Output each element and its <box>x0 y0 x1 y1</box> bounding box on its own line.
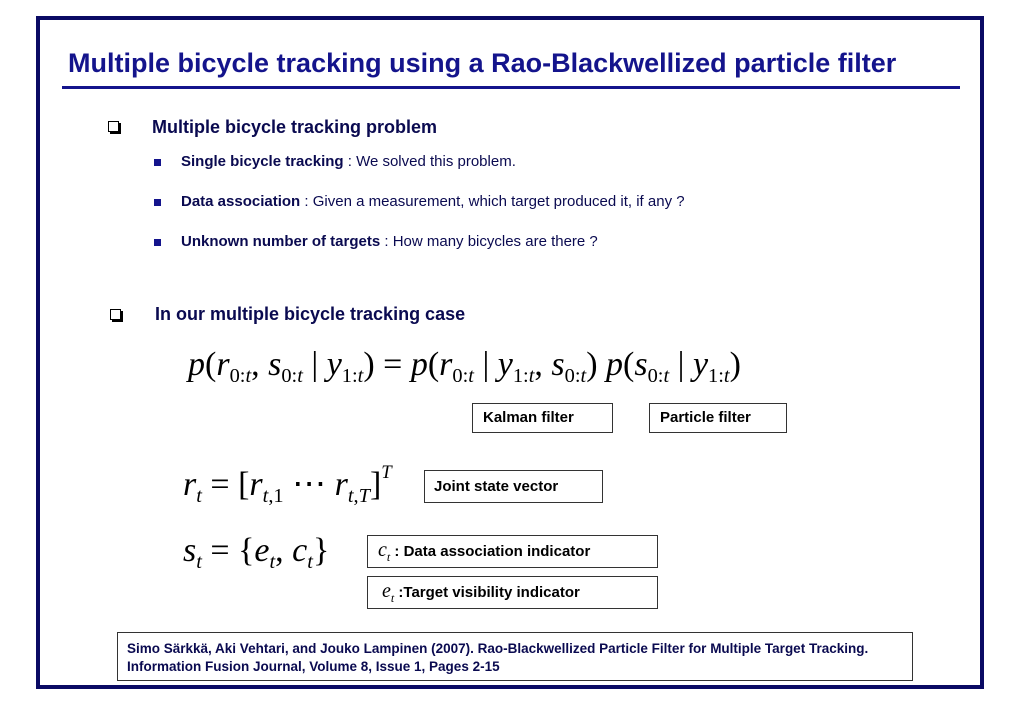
joint-state-label: Joint state vector <box>424 470 603 503</box>
square-bullet-icon <box>154 159 161 166</box>
factorization-equation: $p(r_{0:t}$, $s_{0:t}$ | $y_{1:t}) = p(r_{0:t}$ | $y_{1:t}$, $s_{0:t}$) $p(s_{0:t}$ | $y_{1:t}$) <box>188 346 741 388</box>
checkbox-bullet-icon <box>110 309 121 320</box>
checkbox-bullet-icon <box>108 121 119 132</box>
title-underline <box>62 86 960 89</box>
section-heading-problem: Multiple bicycle tracking problem <box>152 117 438 137</box>
bullet-desc: : Given a measurement, which target produced it, if any ? <box>300 193 685 210</box>
c-t-symbol: $c_t$ <box>378 539 391 564</box>
bullet-single-tracking <box>181 153 516 170</box>
section-heading-case: In our multiple bicycle tracking case <box>155 304 466 324</box>
data-association-desc: : Data association indicator <box>390 543 591 560</box>
bullet-unknown-targets <box>181 233 598 250</box>
particle-filter-label: Particle filter <box>649 403 787 433</box>
slide-title: Multiple bicycle tracking using a Rao-Blackwellized particle filter <box>68 48 897 78</box>
e-t-symbol: $e_t$ <box>382 580 395 605</box>
data-association-label <box>367 535 658 568</box>
bullet-desc: : How many bicycles are there ? <box>380 233 598 250</box>
square-bullet-icon <box>154 199 161 206</box>
bullet-desc: : We solved this problem. <box>343 153 516 170</box>
kalman-filter-label: Kalman filter <box>472 403 613 433</box>
bullet-term: Unknown number of targets <box>181 233 381 250</box>
joint-state-equation: $r_t = [r_{t,1}$ ⋯ $r_{t,T}]^T$ <box>183 462 392 507</box>
bullet-term: Single bicycle tracking <box>181 153 344 170</box>
target-visibility-label <box>367 576 658 609</box>
bullet-data-association <box>181 193 685 210</box>
citation-box: Simo Särkkä, Aki Vehtari, and Jouko Lampinen (2007). Rao-Blackwellized Particle Filter for Multiple Target Tracking. Information Fusion Journal, Volume 8, Issue 1, Pages 2-15 <box>117 632 913 681</box>
bullet-term: Data association <box>181 193 301 210</box>
indicator-set-equation: $s_t = \{e_t$, $c_t$} <box>183 532 330 574</box>
square-bullet-icon <box>154 239 161 246</box>
target-visibility-desc: :Target visibility indicator <box>394 584 580 601</box>
